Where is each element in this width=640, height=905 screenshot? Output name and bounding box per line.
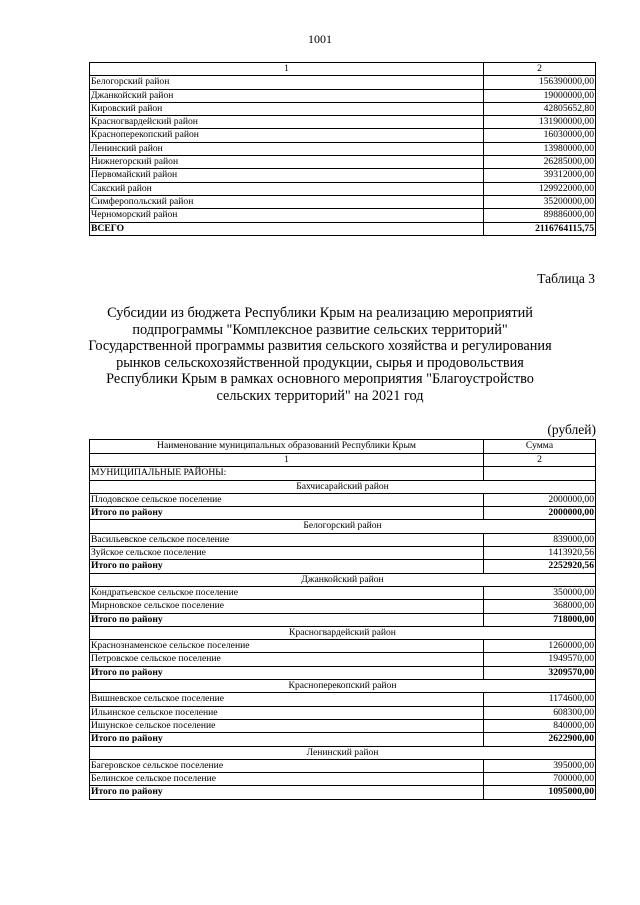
district-total-row bbox=[90, 613, 596, 626]
table-row bbox=[90, 719, 596, 732]
amount: 19000000,00 bbox=[484, 89, 596, 102]
settlement-name: Ишунское сельское поселение bbox=[90, 719, 484, 732]
district-name: Сакский район bbox=[90, 182, 484, 195]
district-total-amount: 718000,00 bbox=[484, 613, 596, 626]
section-label: МУНИЦИПАЛЬНЫЕ РАЙОНЫ: bbox=[90, 467, 484, 480]
table-row bbox=[90, 76, 596, 89]
district-header-row bbox=[90, 520, 596, 533]
empty-cell bbox=[484, 467, 596, 480]
settlement-name: Мирновское сельское поселение bbox=[90, 600, 484, 613]
district-total-label: Итого по району bbox=[90, 786, 484, 799]
table-row bbox=[90, 640, 596, 653]
district-header-row bbox=[90, 746, 596, 759]
title-line: подпрограммы "Комплексное развитие сельских территорий" bbox=[132, 321, 508, 338]
amount: 89886000,00 bbox=[484, 209, 596, 222]
settlement-name: Белинское сельское поселение bbox=[90, 773, 484, 786]
grand-total-row bbox=[90, 222, 596, 235]
amount: 368000,00 bbox=[484, 600, 596, 613]
units-label: (рублей) bbox=[547, 422, 596, 437]
district-total-label: Итого по району bbox=[90, 507, 484, 520]
district-header-row bbox=[90, 480, 596, 493]
district-header: Белогорский район bbox=[90, 520, 596, 533]
amount: 1174600,00 bbox=[484, 693, 596, 706]
district-total-row bbox=[90, 507, 596, 520]
district-total-amount: 2252920,56 bbox=[484, 560, 596, 573]
amount: 395000,00 bbox=[484, 759, 596, 772]
subsidies-table bbox=[89, 439, 596, 800]
amount: 1949570,00 bbox=[484, 653, 596, 666]
table-row bbox=[90, 169, 596, 182]
column-header-amount: Сумма bbox=[484, 440, 596, 454]
column-number: 2 bbox=[484, 63, 596, 76]
table-row bbox=[90, 116, 596, 129]
district-header: Красноперекопский район bbox=[90, 680, 596, 693]
table-row bbox=[90, 759, 596, 772]
grand-total-label: ВСЕГО bbox=[90, 222, 484, 235]
amount: 26285000,00 bbox=[484, 156, 596, 169]
district-name: Кировский район bbox=[90, 102, 484, 115]
district-total-row bbox=[90, 666, 596, 679]
table-row bbox=[90, 693, 596, 706]
district-name: Нижнегорский район bbox=[90, 156, 484, 169]
title-line: Субсидии из бюджета Республики Крым на реализацию мероприятий bbox=[107, 305, 533, 321]
amount: 608300,00 bbox=[484, 706, 596, 719]
settlement-name: Багеровское сельское поселение bbox=[90, 759, 484, 772]
table-row bbox=[90, 600, 596, 613]
document-title bbox=[0, 305, 640, 405]
district-header-row bbox=[90, 626, 596, 639]
district-name: Ленинский район bbox=[90, 142, 484, 155]
grand-total-amount: 2116764115,75 bbox=[484, 222, 596, 235]
district-name: Черноморский район bbox=[90, 209, 484, 222]
district-total-label: Итого по району bbox=[90, 733, 484, 746]
settlement-name: Петровское сельское поселение bbox=[90, 653, 484, 666]
district-total-label: Итого по району bbox=[90, 560, 484, 573]
amount: 700000,00 bbox=[484, 773, 596, 786]
amount: 35200000,00 bbox=[484, 195, 596, 208]
settlement-name: Кондратьевское сельское поселение bbox=[90, 586, 484, 599]
district-total-row bbox=[90, 733, 596, 746]
amount: 129922000,00 bbox=[484, 182, 596, 195]
district-total-amount: 3209570,00 bbox=[484, 666, 596, 679]
amount: 350000,00 bbox=[484, 586, 596, 599]
district-total-amount: 1095000,00 bbox=[484, 786, 596, 799]
district-header: Ленинский район bbox=[90, 746, 596, 759]
section-row bbox=[90, 467, 596, 480]
settlement-name: Краснознаменское сельское поселение bbox=[90, 640, 484, 653]
table-header-row bbox=[90, 440, 596, 454]
regional-totals-table bbox=[89, 62, 596, 236]
table-row bbox=[90, 653, 596, 666]
page-number: 1001 bbox=[308, 32, 332, 46]
column-number: 1 bbox=[90, 454, 484, 467]
amount: 1413920,56 bbox=[484, 547, 596, 560]
table-row bbox=[90, 209, 596, 222]
column-header-name: Наименование муниципальных образований Республики Крым bbox=[90, 440, 484, 454]
amount: 39312000,00 bbox=[484, 169, 596, 182]
district-header: Красногвардейский район bbox=[90, 626, 596, 639]
amount: 13980000,00 bbox=[484, 142, 596, 155]
table-row bbox=[90, 586, 596, 599]
district-header-row bbox=[90, 573, 596, 586]
district-total-amount: 2000000,00 bbox=[484, 507, 596, 520]
district-header-row bbox=[90, 680, 596, 693]
settlement-name: Вишневское сельское поселение bbox=[90, 693, 484, 706]
table-row bbox=[90, 195, 596, 208]
district-total-label: Итого по району bbox=[90, 666, 484, 679]
district-total-label: Итого по району bbox=[90, 613, 484, 626]
district-name: Белогорский район bbox=[90, 76, 484, 89]
settlement-name: Плодовское сельское поселение bbox=[90, 493, 484, 506]
amount: 42805652,80 bbox=[484, 102, 596, 115]
column-number: 2 bbox=[484, 454, 596, 467]
amount: 131900000,00 bbox=[484, 116, 596, 129]
table-row bbox=[90, 493, 596, 506]
settlement-name: Васильевское сельское поселение bbox=[90, 533, 484, 546]
table-row bbox=[90, 129, 596, 142]
title-line: Республики Крым в рамках основного мероприятия "Благоустройство bbox=[106, 371, 534, 388]
table-row bbox=[90, 89, 596, 102]
district-total-row bbox=[90, 560, 596, 573]
amount: 2000000,00 bbox=[484, 493, 596, 506]
column-number: 1 bbox=[90, 63, 484, 76]
table-row bbox=[90, 773, 596, 786]
district-name: Красноперекопский район bbox=[90, 129, 484, 142]
district-name: Первомайский район bbox=[90, 169, 484, 182]
district-total-amount: 2622900,00 bbox=[484, 733, 596, 746]
amount: 1260000,00 bbox=[484, 640, 596, 653]
title-line: сельских территорий" на 2021 год bbox=[216, 387, 424, 404]
table-row bbox=[90, 102, 596, 115]
table-row bbox=[90, 706, 596, 719]
table-row bbox=[90, 182, 596, 195]
district-header: Бахчисарайский район bbox=[90, 480, 596, 493]
title-line: рынков сельскохозяйственной продукции, сырья и продовольствия bbox=[116, 354, 524, 371]
table-row bbox=[90, 156, 596, 169]
table-header-row bbox=[90, 63, 596, 76]
title-line: Государственной программы развития сельского хозяйства и регулирования bbox=[88, 338, 552, 355]
settlement-name: Зуйское сельское поселение bbox=[90, 547, 484, 560]
district-total-row bbox=[90, 786, 596, 799]
settlement-name: Ильинское сельское поселение bbox=[90, 706, 484, 719]
amount: 840000,00 bbox=[484, 719, 596, 732]
district-name: Симферопольский район bbox=[90, 195, 484, 208]
district-name: Джанкойский район bbox=[90, 89, 484, 102]
table-row bbox=[90, 547, 596, 560]
amount: 16030000,00 bbox=[484, 129, 596, 142]
district-name: Красногвардейский район bbox=[90, 116, 484, 129]
amount: 156390000,00 bbox=[484, 76, 596, 89]
table-row bbox=[90, 142, 596, 155]
column-numbers-row bbox=[90, 454, 596, 467]
amount: 839000,00 bbox=[484, 533, 596, 546]
table-row bbox=[90, 533, 596, 546]
table-label: Таблица 3 bbox=[537, 271, 595, 286]
district-header: Джанкойский район bbox=[90, 573, 596, 586]
